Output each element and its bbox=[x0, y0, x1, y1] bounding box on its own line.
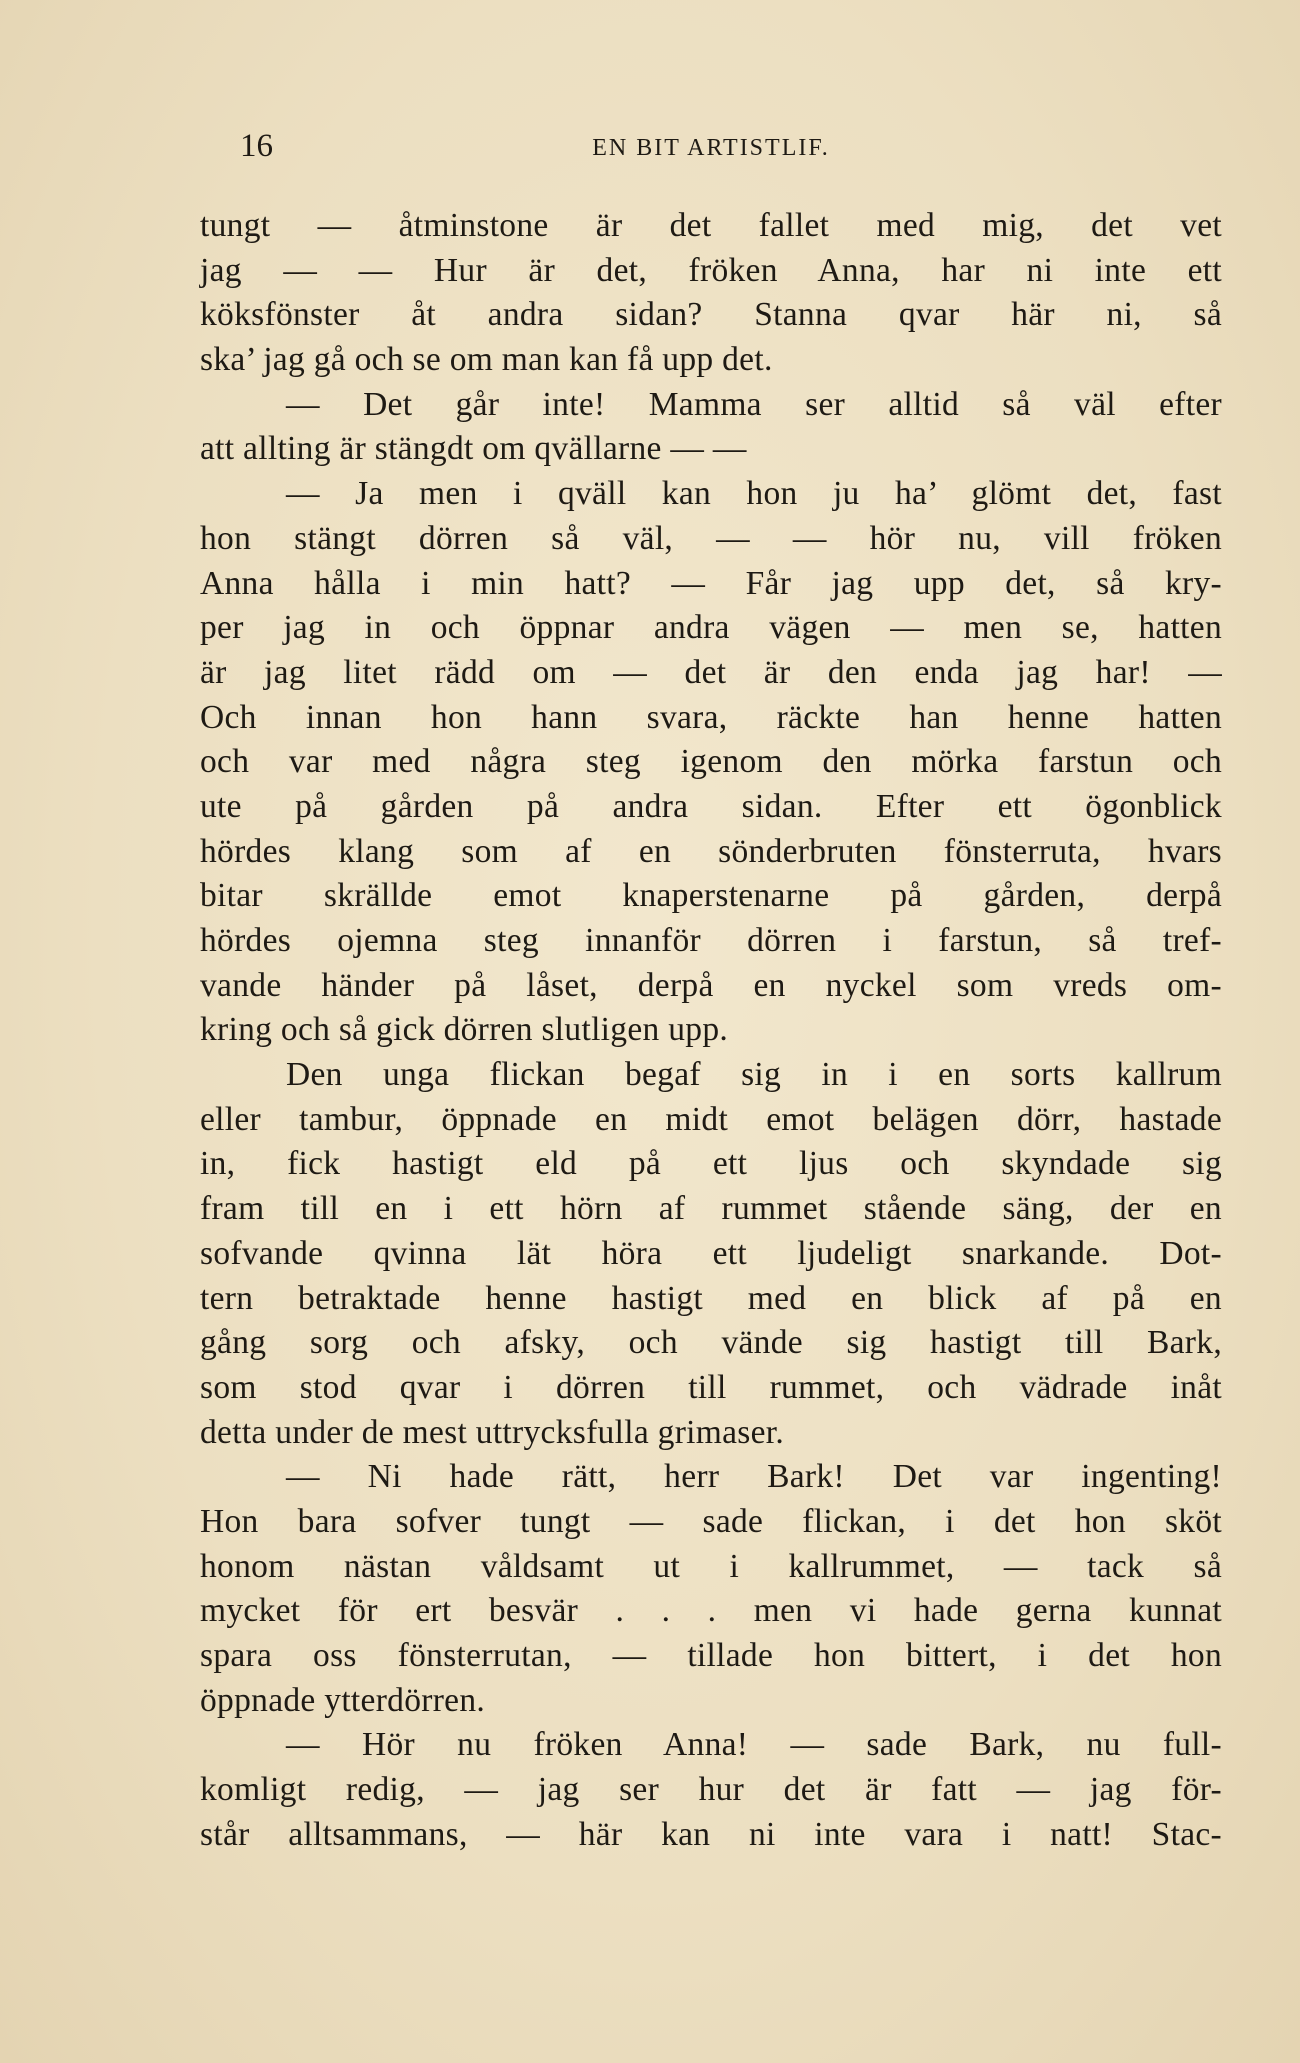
text-line: hördes ojemna steg innanför dörren i farstun, så tref- bbox=[200, 922, 1222, 959]
text-line: kring och så gick dörren slutligen upp. bbox=[200, 1011, 729, 1049]
text-line: öppnade ytterdörren. bbox=[200, 1681, 486, 1719]
text-line: och var med några steg igenom den mörka farstun och bbox=[200, 743, 1222, 781]
text-line: Anna hålla i min hatt? — Får jag upp det, så kry- bbox=[200, 564, 1222, 602]
text-line: som stod qvar i dörren till rummet, och vädrade inåt bbox=[200, 1368, 1222, 1406]
text-line: — Det går inte! Mamma ser alltid så väl efter bbox=[286, 385, 1222, 423]
text-line: vande händer på låset, derpå en nyckel som vreds om- bbox=[200, 966, 1222, 1004]
text-line: hördes klang som af en sönderbruten fönsterruta, hvars bbox=[200, 832, 1222, 870]
text-line: är jag litet rädd om — det är den enda jag har! — bbox=[200, 653, 1222, 691]
text-line: köksfönster åt andra sidan? Stanna qvar här ni, så bbox=[200, 296, 1222, 334]
text-line: mycket för ert besvär . . . men vi hade gerna kunnat bbox=[200, 1592, 1222, 1630]
text-line: — Ni hade rätt, herr Bark! Det var ingenting! bbox=[286, 1458, 1222, 1496]
text-line: Den unga flickan begaf sig in i en sorts kallrum bbox=[286, 1056, 1222, 1094]
text-line: sofvande qvinna lät höra ett ljudeligt snarkande. Dot- bbox=[200, 1234, 1222, 1272]
body-text bbox=[200, 204, 1222, 1857]
text-line: ska’ jag gå och se om man kan få upp det. bbox=[200, 341, 773, 379]
text-line: spara oss fönsterrutan, — tillade hon bittert, i det hon bbox=[200, 1637, 1222, 1674]
text-line: eller tambur, öppnade en midt emot belägen dörr, hastade bbox=[200, 1100, 1222, 1138]
text-line: — Hör nu fröken Anna! — sade Bark, nu full- bbox=[286, 1726, 1222, 1764]
text-line: hon stängt dörren så väl, — — hör nu, vill fröken bbox=[200, 519, 1222, 557]
text-line: per jag in och öppnar andra vägen — men se, hatten bbox=[200, 609, 1222, 647]
text-line: detta under de mest uttrycksfulla grimaser. bbox=[200, 1413, 785, 1451]
page-header bbox=[200, 124, 1222, 168]
text-line: bitar skrällde emot knaperstenarne på gården, derpå bbox=[200, 877, 1222, 915]
text-line: komligt redig, — jag ser hur det är fatt — jag för- bbox=[200, 1771, 1222, 1809]
text-line: tern betraktade henne hastigt med en blick af på en bbox=[200, 1279, 1222, 1317]
text-line: jag — — Hur är det, fröken Anna, har ni inte ett bbox=[200, 251, 1222, 289]
text-line: Och innan hon hann svara, räckte han henne hatten bbox=[200, 698, 1222, 736]
text-line: in, fick hastigt eld på ett ljus och skyndade sig bbox=[200, 1145, 1222, 1183]
text-line: gång sorg och afsky, och vände sig hastigt till Bark, bbox=[200, 1324, 1222, 1362]
text-line: står alltsammans, — här kan ni inte vara i natt! Stac- bbox=[200, 1815, 1222, 1853]
text-line: — Ja men i qväll kan hon ju ha’ glömt det, fast bbox=[286, 475, 1222, 513]
running-title: EN BIT ARTISTLIF. bbox=[592, 135, 830, 161]
text-line: att allting är stängdt om qvällarne — — bbox=[200, 430, 747, 468]
page-number: 16 bbox=[240, 128, 273, 164]
text-line: tungt — åtminstone är det fallet med mig, det vet bbox=[200, 207, 1222, 244]
text-line: honom nästan våldsamt ut i kallrummet, — tack så bbox=[200, 1547, 1222, 1585]
text-line: Hon bara sofver tungt — sade flickan, i det hon sköt bbox=[200, 1502, 1222, 1540]
text-line: fram till en i ett hörn af rummet stående säng, der en bbox=[200, 1190, 1222, 1228]
text-line: ute på gården på andra sidan. Efter ett ögonblick bbox=[200, 787, 1222, 825]
